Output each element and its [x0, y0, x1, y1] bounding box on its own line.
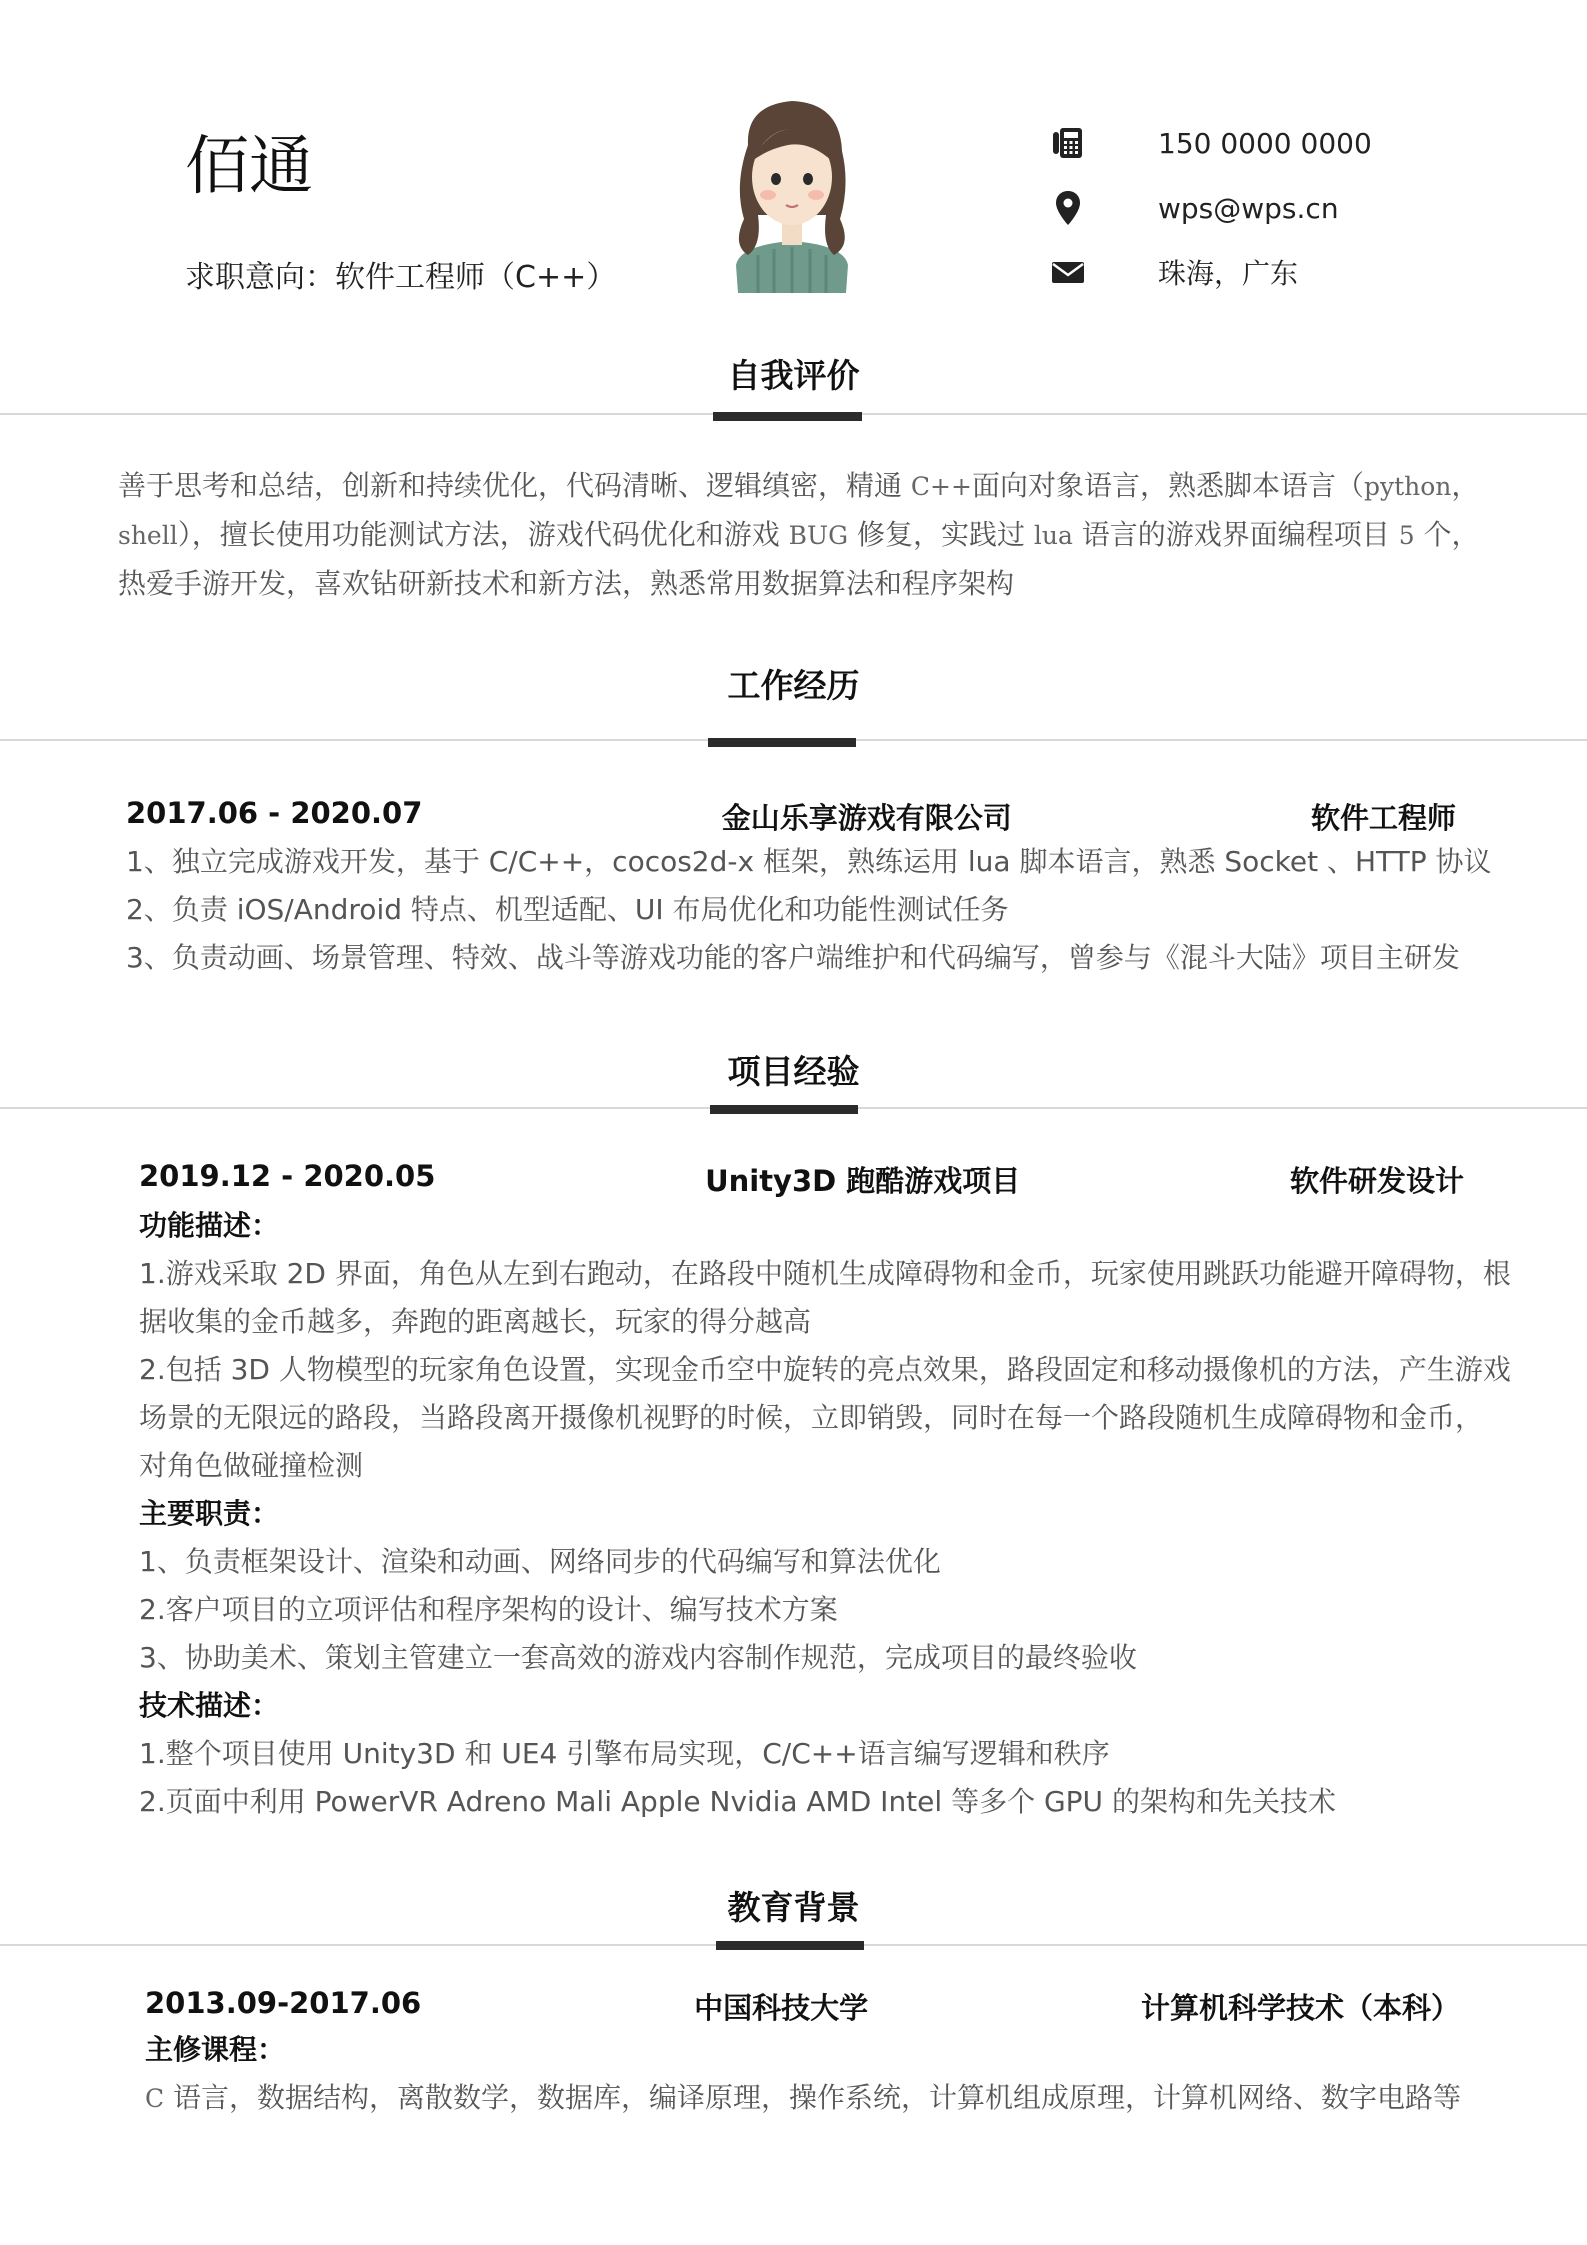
- job-intent: 求职意向：软件工程师（C++）: [185, 260, 617, 295]
- course-list: C 语言，数据结构，离散数学，数据库，编译原理，操作系统，计算机组成原理，计算机网络、数字电路等: [145, 2081, 1462, 2114]
- edu-major: 计算机科学技术（本科）: [1140, 1991, 1460, 2025]
- work-items: [126, 838, 1526, 982]
- contact-email: [1050, 186, 1450, 230]
- project-name: Unity3D 跑酷游戏项目: [705, 1164, 1021, 1198]
- contact-phone: [1050, 121, 1450, 165]
- candidate-name: 佰通: [185, 130, 313, 204]
- list-item: 3、负责动画、场景管理、特效、战斗等游戏功能的客户端维护和代码编写，曾参与《混斗大陆》项目主研发: [126, 941, 1460, 974]
- duty-label: 主要职责：: [139, 1497, 280, 1530]
- list-item: 1.整个项目使用 Unity3D 和 UE4 引擎布局实现，C/C++语言编写逻辑和秩序: [139, 1737, 1110, 1770]
- list-item: 1、独立完成游戏开发，基于 C/C++，cocos2d-x 框架，熟练运用 lua 脚本语言，熟悉 Socket 、HTTP 协议: [126, 845, 1492, 878]
- list-item: 3、协助美术、策划主管建立一套高效的游戏内容制作规范，完成项目的最终验收: [139, 1641, 1137, 1674]
- work-company: 金山乐享游戏有限公司: [721, 801, 1012, 835]
- work-role: 软件工程师: [1310, 801, 1456, 835]
- mail-icon: [1050, 252, 1086, 292]
- section-title-work: 工作经历: [727, 666, 860, 705]
- phone-icon: [1050, 123, 1086, 163]
- edu-date: 2013.09-2017.06: [145, 1986, 422, 2020]
- section-accent-bar: [713, 412, 862, 421]
- work-date: 2017.06 - 2020.07: [126, 796, 423, 830]
- phone-text: 150 0000 0000: [1158, 126, 1372, 160]
- list-item: 对角色做碰撞检测: [139, 1449, 364, 1482]
- project-body: [139, 1202, 1559, 1826]
- avatar: [718, 95, 866, 293]
- list-item: 2.客户项目的立项评估和程序架构的设计、编写技术方案: [139, 1593, 838, 1626]
- list-item: 2.页面中利用 PowerVR Adreno Mali Apple Nvidia AMD Intel 等多个 GPU 的架构和先关技术: [139, 1785, 1336, 1818]
- self-eval-text: 善于思考和总结，创新和持续优化，代码清晰、逻辑缜密，精通 C++面向对象语言，熟悉脚本语言（python， shell），擅长使用功能测试方法，游戏代码优化和游戏 BUG 修复，实践过 lua 语言的游戏界面编程项目 5 个， 热爱手游开发，喜欢钻研新技术和新方法，熟悉常用数据算法和程序架构: [118, 469, 1480, 600]
- edu-header: [145, 1986, 1460, 2027]
- section-accent-bar: [708, 738, 856, 747]
- location-pin-icon: [1050, 188, 1086, 228]
- list-item: 2、负责 iOS/Android 特点、机型适配、UI 布局优化和功能性测试任务: [126, 893, 1009, 926]
- list-item: 2.包括 3D 人物模型的玩家角色设置，实现金币空中旋转的亮点效果，路段固定和移动摄像机的方法，产生游戏: [139, 1353, 1511, 1386]
- project-role: 软件研发设计: [1289, 1164, 1464, 1198]
- section-accent-bar: [710, 1105, 858, 1114]
- list-item: 1.游戏采取 2D 界面，角色从左到右跑动，在路段中随机生成障碍物和金币，玩家使用跳跃功能避开障碍物，根: [139, 1257, 1511, 1290]
- list-item: 场景的无限远的路段，当路段离开摄像机视野的时候，立即销毁，同时在每一个路段随机生成障碍物和金币，: [139, 1401, 1484, 1434]
- edu-body: [145, 2026, 1565, 2123]
- section-title-project: 项目经验: [727, 1052, 860, 1091]
- edu-school: 中国科技大学: [694, 1991, 869, 2025]
- contact-location: [1050, 250, 1450, 294]
- tech-label: 技术描述：: [139, 1689, 280, 1722]
- section-accent-bar: [716, 1941, 864, 1950]
- func-label: 功能描述：: [139, 1209, 280, 1242]
- project-header: [139, 1159, 1464, 1200]
- list-item: 1、负责框架设计、渲染和动画、网络同步的代码编写和算法优化: [139, 1545, 941, 1578]
- location-text: 珠海，广东: [1158, 257, 1299, 290]
- email-text[interactable]: wps@wps.cn: [1158, 191, 1339, 225]
- section-title-self: 自我评价: [727, 356, 860, 395]
- project-date: 2019.12 - 2020.05: [139, 1159, 436, 1193]
- course-label: 主修课程：: [145, 2033, 286, 2066]
- work-header: [126, 796, 1456, 837]
- section-title-edu: 教育背景: [727, 1888, 860, 1927]
- list-item: 据收集的金币越多，奔跑的距离越长，玩家的得分越高: [139, 1305, 812, 1338]
